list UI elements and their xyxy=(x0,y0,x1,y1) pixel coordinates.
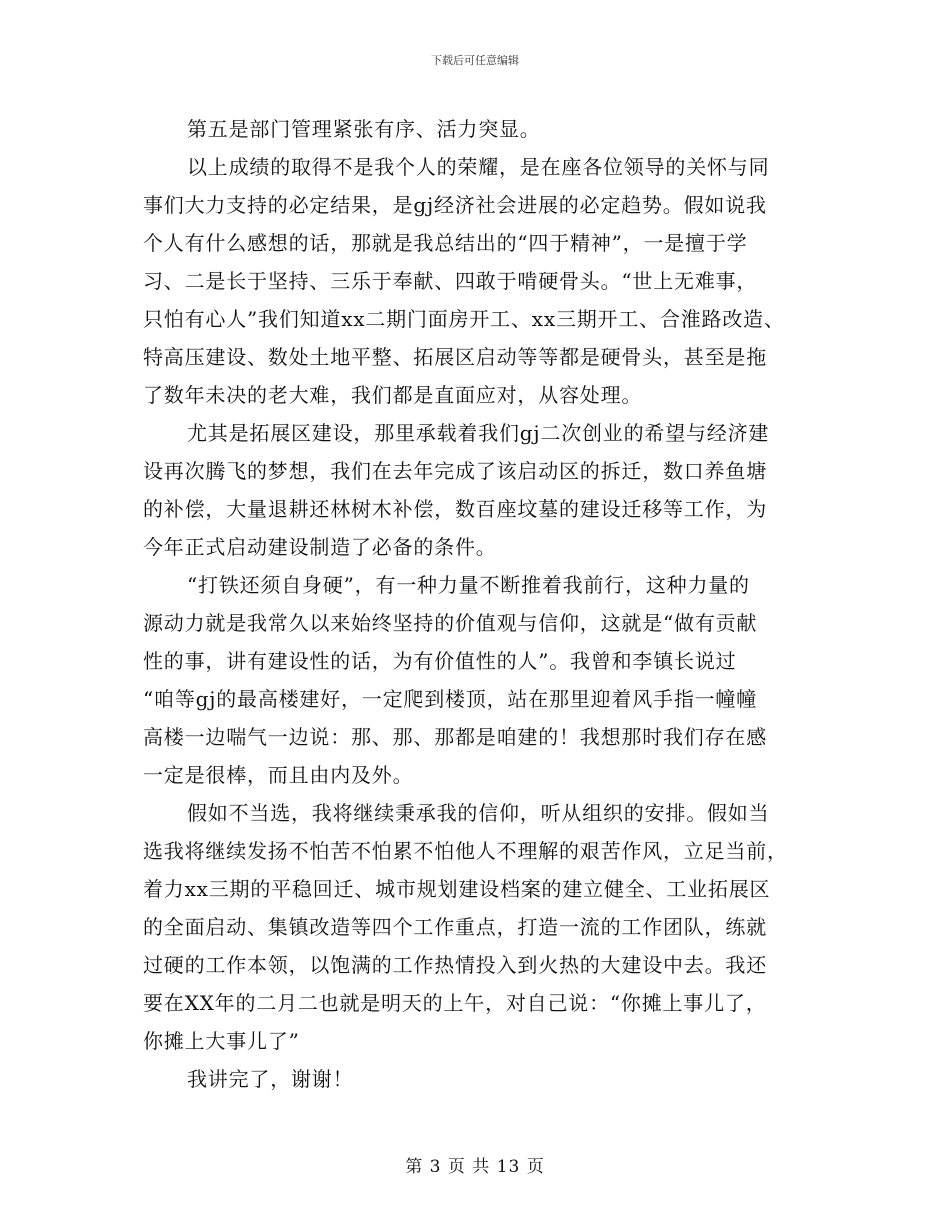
body-line: 源动力就是我常久以来始终坚持的价值观与信仰，这就是“做有贡献 xyxy=(143,611,758,635)
body-line: 事们大力支持的必定结果，是gj经济社会进展的必定趋势。假如说我 xyxy=(143,193,767,217)
body-line: “打铁还须自身硬”，有一种力量不断推着我前行，这种力量的 xyxy=(187,573,750,597)
body-line: 的补偿，大量退耕还林树木补偿，数百座坟墓的建设迁移等工作，为 xyxy=(143,497,767,521)
body-line: 尤其是拓展区建设，那里承载着我们gj二次创业的希望与经济建 xyxy=(187,421,770,445)
body-line: 过硬的工作本领，以饱满的工作热情投入到火热的大建设中去。我还 xyxy=(143,953,767,977)
body-line: 我讲完了，谢谢！ xyxy=(187,1067,354,1091)
body-line: 你摊上大事儿了” xyxy=(143,1029,300,1053)
body-line: “咱等gj的最高楼建好，一定爬到楼顶，站在那里迎着风手指一幢幢 xyxy=(143,687,758,711)
body-line: 选我将继续发扬不怕苦不怕累不怕他人不理解的艰苦作风，立足当前， xyxy=(143,839,788,863)
body-line: 着力xx三期的平稳回迁、城市规划建设档案的建立健全、工业拓展区 xyxy=(143,877,771,901)
body-line: 只怕有心人”我们知道xx二期门面房开工、xx三期开工、合淮路改造、 xyxy=(143,307,785,331)
body-line: 性的事，讲有建设性的话，为有价值性的人”。我曾和李镇长说过 xyxy=(143,649,737,673)
body-line: 个人有什么感想的话，那就是我总结出的“四于精神”，一是擅于学 xyxy=(143,231,748,255)
page-indicator: 第 3 页 共 13 页 xyxy=(405,1157,545,1177)
body-line: 设再次腾飞的梦想，我们在去年完成了该启动区的拆迁，数口养鱼塘 xyxy=(143,459,767,483)
body-line: 假如不当选，我将继续秉承我的信仰，听从组织的安排。假如当 xyxy=(187,801,770,825)
body-line: 要在XX年的二月二也就是明天的上午，对自己说：“你摊上事儿了， xyxy=(143,991,767,1015)
body-line: 一定是很棒，而且由内及外。 xyxy=(143,763,414,787)
body-line: 高楼一边喘气一边说：那、那、那都是咱建的！我想那时我们存在感 xyxy=(143,725,767,749)
body-line: 第五是部门管理紧张有序、活力突显。 xyxy=(187,117,541,141)
header-note: 下载后可任意编辑 xyxy=(431,54,519,67)
body-line: 习、二是长于坚持、三乐于奉献、四敢于啃硬骨头。“世上无难事， xyxy=(143,269,758,293)
body-line: 以上成绩的取得不是我个人的荣耀，是在座各位领导的关怀与同 xyxy=(187,155,770,179)
body-line: 特高压建设、数处土地平整、拓展区启动等等都是硬骨头，甚至是拖 xyxy=(143,345,767,369)
document-body xyxy=(143,110,833,1098)
body-line: 今年正式启动建设制造了必备的条件。 xyxy=(143,535,497,559)
body-line: 了数年未决的老大难，我们都是直面应对，从容处理。 xyxy=(143,383,643,407)
body-line: 的全面启动、集镇改造等四个工作重点，打造一流的工作团队，练就 xyxy=(143,915,767,939)
